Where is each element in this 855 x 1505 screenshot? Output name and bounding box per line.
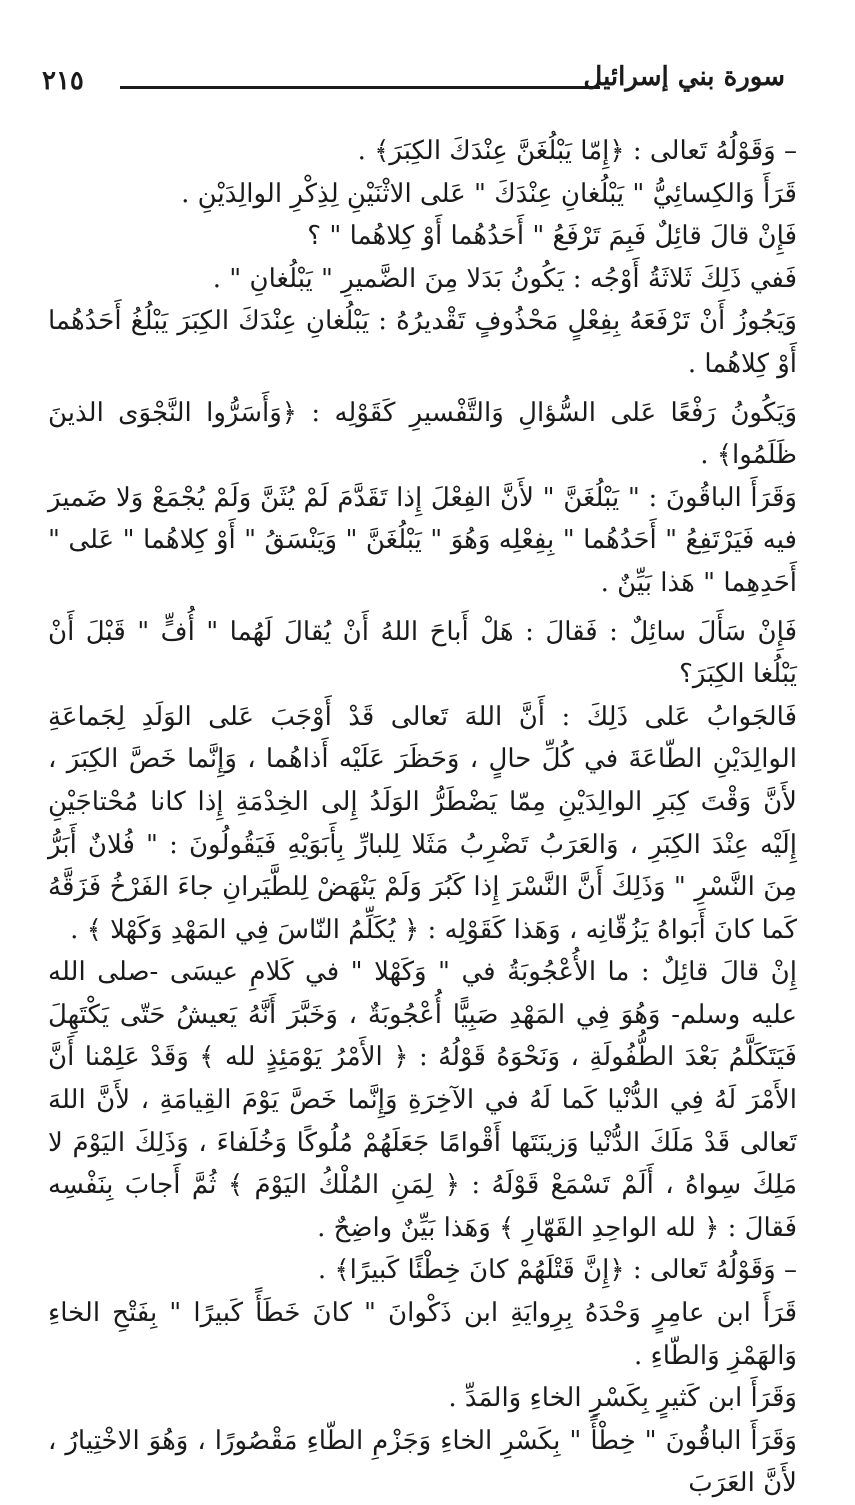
surah-title: سورة بني إسرائيل bbox=[583, 62, 785, 92]
paragraph: وَقَرَأَ الباقُونَ " خِطْأً " بِكَسْرِ الخاءِ وَجَزْمِ الطّاءِ مَقْصُورًا ، وَهُوَ الاخْتِيارُ ، لأَنَّ العَرَبَ bbox=[48, 1425, 797, 1499]
paragraph: فَإِنْ سَأَلَ سائِلٌ : فَقالَ : هَلْ أَباحَ اللهُ أَنْ يُقالَ لَهُما " أُفٍّ " قَبْلَ أَنْ يَبْلُغا الكِبَرَ؟ bbox=[48, 616, 797, 690]
paragraph: – وَقَوْلُهُ تَعالى : ﴿إِنَّ قَتْلَهُمْ كانَ خِطْئًا كَبيرًا﴾ . bbox=[317, 1255, 797, 1286]
paragraph: وَيَكُونُ رَفْعًا عَلى السُّؤالِ وَالتَّفْسيرِ كَقَوْلِه : ﴿وَأَسَرُّوا النَّجْوَى الذينَ ظَلَمُوا﴾ . bbox=[48, 397, 797, 471]
paragraph: – وَقَوْلُهُ تَعالى : ﴿إِمّا يَبْلُغَنَّ عِنْدَكَ الكِبَرَ﴾ . bbox=[357, 136, 797, 166]
paragraph: قَرَأَ وَالكِسائِيُّ " يَبْلُغانِ عِنْدَكَ " عَلى الاثْنَيْنِ لِذِكْرِ الوالِدَيْنِ . bbox=[181, 178, 797, 209]
header-rule bbox=[120, 86, 600, 89]
paragraph: إِنْ قالَ قائِلٌ : ما الأُعْجُوبَةُ في " وَكَهْلا " في كَلامِ عيسَى -صلى الله عليه وسلم- وَهُوَ فِي المَهْدِ صَبِيًّا أُعْجُوبَةٌ ، وَخَبَّرَ أَنَّهُ يَعيشُ حَتّى يَكْتَهِلَ فَيَتَكَلَّمُ بَعْدَ الطُّفُولَةِ ، وَنَحْوَهُ قَوْلُهُ : ﴿ الأَمْرُ يَوْمَئِذٍ لله ﴾ وَقَدْ عَلِمْنا أَنَّ الأَمْرَ لَهُ فِي الدُّنْيا كَما لَهُ في الآخِرَةِ وَإِنَّما خَصَّ يَوْمَ القِيامَةِ ، لأَنَّ اللهَ تَعالى قَدْ مَلَكَ الدُّنْيا وَزينَتَها أَقْوامًا جَعَلَهُمْ مُلُوكًا وَخُلَفاءَ ، وَذَلِكَ اليَوْمَ لا مَلِكَ سِواهُ ، أَلَمْ تَسْمَعْ قَوْلَهُ : ﴿ لِمَنِ المُلْكُ اليَوْمَ ﴾ ثُمَّ أَجابَ بِنَفْسِه فَقالَ : ﴿ لله الواحِدِ القَهّارِ ﴾ وَهَذا بَيِّنٌ واضِحٌ . bbox=[48, 957, 797, 1243]
paragraph: وَيَجُوزُ أَنْ تَرْفَعَهُ بِفِعْلٍ مَحْذُوفٍ تَقْديرُهُ : يَبْلُغانِ عِنْدَكَ الكِبَرَ يَبْلُغُ أَحَدُهُما أَوْ كِلاهُما . bbox=[48, 306, 797, 379]
paragraph: وَقَرَأَ الباقُونَ : " يَبْلُغَنَّ " لأَنَّ الفِعْلَ إِذا تَقَدَّمَ لَمْ يُثَنَّ وَلَمْ يُجْمَعْ وَلا ضَميرَ فيه فَيَرْتَفِعُ " أَحَدُهُما " بِفِعْلِه وَهُوَ " يَبْلُغَنَّ " وَيَنْسَقُ " أَوْ كِلاهُما " عَلى " أَحَدِهِما " هَذا بَيِّنٌ . bbox=[48, 482, 797, 598]
paragraph: وَقَرَأَ ابن كَثيرٍ بِكَسْرِ الخاءِ وَالمَدِّ . bbox=[448, 1383, 797, 1414]
paragraph: فَالجَوابُ عَلى ذَلِكَ : أَنَّ اللهَ تَعالى قَدْ أَوْجَبَ عَلى الوَلَدِ لِجَماعَةِ الوالِدَيْنِ الطّاعَةَ في كُلِّ حالٍ ، وَحَظَرَ عَلَيْه أَذاهُما ، وَإِنَّما خَصَّ الكِبَرَ ، لأَنَّ وَقْتَ كِبَرِ الوالِدَيْنِ مِمّا يَضْطَرُّ الوَلَدُ إِلى الخِدْمَةِ إِذا كانا مُحْتاجَيْنِ إِلَيْه عِنْدَ الكِبَرِ ، وَالعَرَبُ تَضْرِبُ مَثَلا لِلبارِّ بِأَبَوَيْهِ فَيَقُولُونَ : " فُلانٌ أَبَرُّ مِنَ النَّسْرِ " وَذَلِكَ أَنَّ النَّسْرَ إِذا كَبُرَ وَلَمْ يَنْهَضْ لِلطَّيَرانِ جاءَ الفَرْخُ فَزَقَّهُ كَما كانَ أَبَواهُ يَزُقّانِه ، وَهَذا كَقَوْلِه : ﴿ يُكَلِّمُ النّاسَ فِي المَهْدِ وَكَهْلا ﴾ . bbox=[48, 701, 797, 945]
page-number: ٢١٥ bbox=[42, 66, 84, 96]
paragraph: قَرَأَ ابن عامِرٍ وَحْدَهُ بِرِوايَةِ ابن ذَكْوانَ " كانَ خَطَأً كَبيرًا " بِفَتْحِ الخاءِ وَالهَمْزِ وَالطّاءِ . bbox=[48, 1298, 797, 1371]
page-header bbox=[20, 60, 785, 100]
paragraph: فَفي ذَلِكَ ثَلاثَةُ أَوْجُه : يَكُونُ بَدَلا مِنَ الضَّميرِ " يَبْلُغانِ " . bbox=[212, 263, 797, 294]
paragraph: فَإِنْ قالَ قائِلٌ فَبِمَ تَرْفَعُ " أَحَدُهُما أَوْ كِلاهُما " ؟ bbox=[307, 221, 797, 252]
page-body bbox=[48, 130, 797, 1505]
